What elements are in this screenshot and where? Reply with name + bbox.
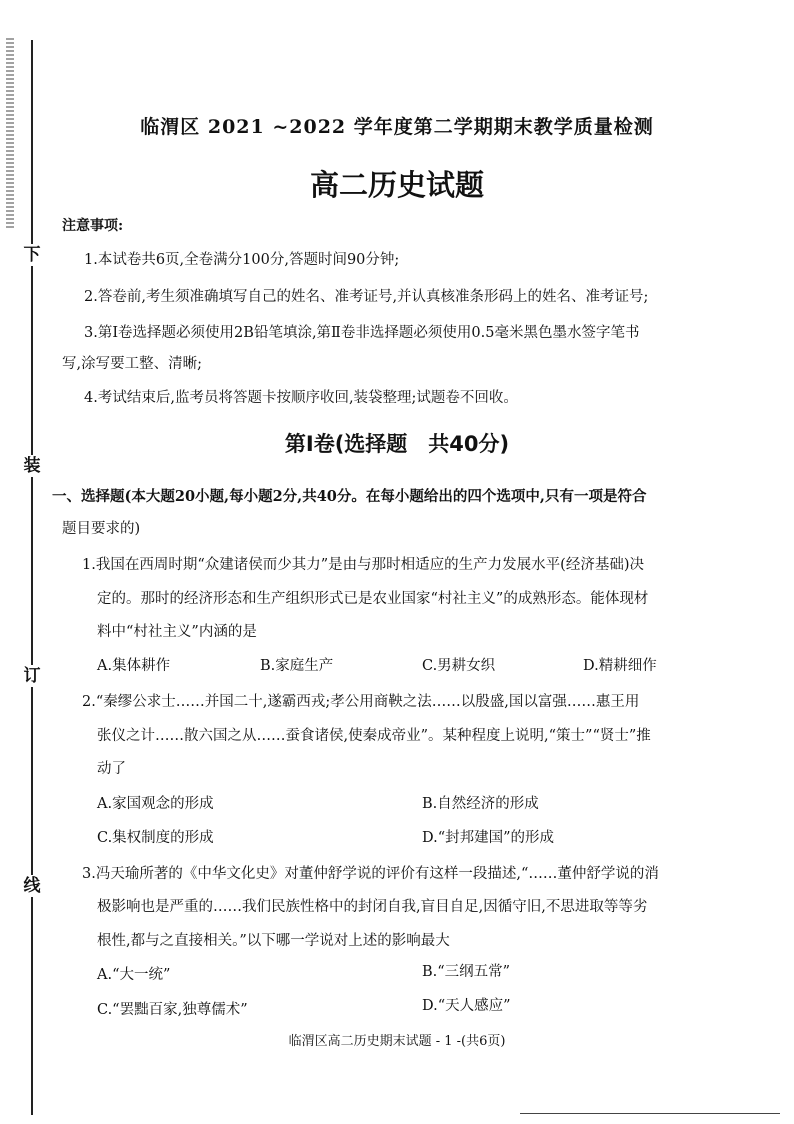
binding-char-zhuang: 装: [18, 455, 46, 477]
q2-stem-line-1: 2.“秦缪公求士……并国二十,遂霸西戎;孝公用商鞅之法……以殷盛,国以富强……惠王用: [82, 694, 640, 710]
note-item-4: 4.考试结束后,监考员将答题卡按顺序收回,装袋整理;试题卷不回收。: [84, 390, 518, 406]
q2-option-b[interactable]: B.自然经济的形成: [422, 796, 539, 812]
binding-char-xia: 下: [18, 244, 46, 266]
paper-title: 高二历史试题: [309, 168, 484, 202]
q2-stem-line-3: 动了: [97, 761, 126, 777]
q3-stem-line-3: 根性,都与之直接相关。”以下哪一学说对上述的影响最大: [97, 933, 450, 949]
note-item-3: 3.第Ⅰ卷选择题必须使用2B铅笔填涂,第Ⅱ卷非选择题必须使用0.5毫米黑色墨水签字笔书: [84, 325, 640, 341]
exam-title: 临渭区 2021 ~2022 学年度第二学期期末教学质量检测: [140, 116, 654, 138]
note-item-2: 2.答卷前,考生须准确填写自己的姓名、准考证号,并认真核准条形码上的姓名、准考证号;: [84, 289, 649, 305]
q1-option-a[interactable]: A.集体耕作: [97, 658, 171, 674]
notes-heading: 注意事项:: [62, 218, 124, 234]
q1-stem-line-3: 料中“村社主义”内涵的是: [97, 624, 257, 640]
q2-option-d[interactable]: D.“封邦建国”的形成: [422, 830, 555, 846]
q2-option-a[interactable]: A.家国观念的形成: [97, 796, 214, 812]
q3-stem-line-2: 极影响也是严重的……我们民族性格中的封闭自我,盲目自足,因循守旧,不思进取等等劣: [97, 899, 648, 915]
page-footer: 临渭区高二历史期末试题 - 1 -(共6页): [288, 1034, 506, 1049]
binding-char-ding: 订: [18, 665, 46, 687]
binding-char-xian: 线: [18, 875, 46, 897]
q1-stem-line-2: 定的。那时的经济形态和生产组织形式已是农业国家“村社主义”的成熟形态。能体现材: [97, 591, 649, 607]
q2-option-c[interactable]: C.集权制度的形成: [97, 830, 214, 846]
note-item-1: 1.本试卷共6页,全卷满分100分,答题时间90分钟;: [84, 252, 400, 268]
q1-option-d[interactable]: D.精耕细作: [583, 658, 657, 674]
q2-stem-line-2: 张仪之计……散六国之从……蚕食诸侯,使秦成帝业”。某种程度上说明,“策士”“贤士”推: [97, 728, 651, 744]
q3-option-d[interactable]: D.“天人感应”: [422, 998, 511, 1014]
q3-stem-line-1: 3.冯天瑜所著的《中华文化史》对董仲舒学说的评价有这样一段描述,“……董仲舒学说的消: [82, 866, 659, 882]
q1-option-b[interactable]: B.家庭生产: [260, 658, 334, 674]
q1-option-c[interactable]: C.男耕女织: [422, 658, 496, 674]
q3-option-b[interactable]: B.“三纲五常”: [422, 964, 511, 980]
scan-bottom-rule: [520, 1113, 780, 1114]
section-instruction: 一、选择题(本大题20小题,每小题2分,共40分。在每小题给出的四个选项中,只有一项是符合: [52, 488, 647, 505]
q1-stem-line-1: 1.我国在西周时期“众建诸侯而少其力”是由与那时相适应的生产力发展水平(经济基础)决: [82, 557, 644, 573]
section-title: 第Ⅰ卷(选择题 共40分): [284, 432, 510, 456]
q3-option-c[interactable]: C.“罢黜百家,独尊儒术”: [97, 1002, 248, 1018]
q3-option-a[interactable]: A.“大一统”: [97, 967, 171, 983]
note-item-3-cont: 写,涂写要工整、清晰;: [62, 356, 202, 372]
section-instruction-cont: 题目要求的): [62, 521, 141, 537]
